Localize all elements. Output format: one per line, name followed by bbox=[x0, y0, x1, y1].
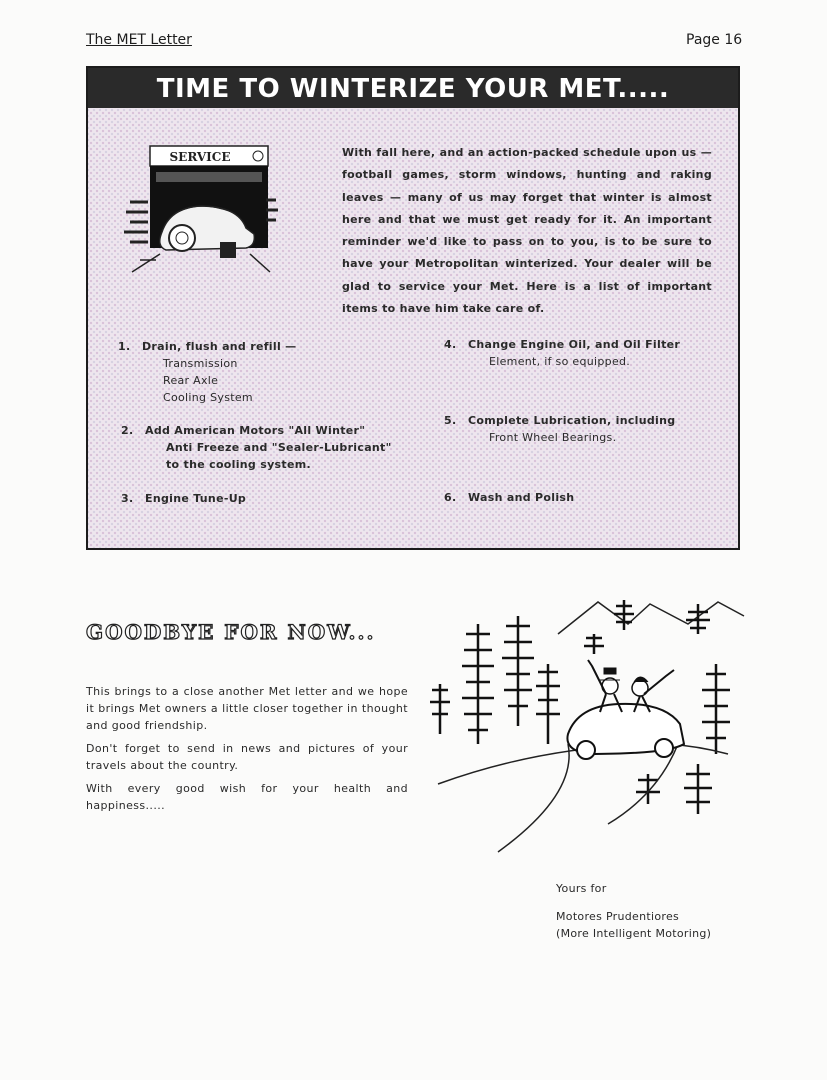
list-item: 4. Change Engine Oil, and Oil Filter Element, if so equipped. bbox=[444, 338, 681, 368]
winterize-section bbox=[86, 66, 740, 550]
goodbye-paragraph: This brings to a close another Met letter and we hope it brings Met owners a little closer together in thought and good friendship. bbox=[86, 685, 408, 732]
list-item: 2. Add American Motors "All Winter" Anti Freeze and "Sealer-Lubricant" to the cooling system. bbox=[121, 424, 392, 471]
service-sign-text: SERVICE bbox=[169, 150, 231, 164]
list-item: 1. Drain, flush and refill — Transmission Rear Axle Cooling System bbox=[118, 340, 297, 404]
header-title: The MET Letter bbox=[86, 32, 192, 48]
signoff-line: Yours for bbox=[556, 882, 607, 895]
service-garage-illustration bbox=[120, 142, 280, 277]
list-item: 3. Engine Tune-Up bbox=[121, 492, 247, 505]
goodbye-text bbox=[86, 683, 408, 820]
winter-drive-illustration bbox=[428, 594, 748, 854]
signoff-line: (More Intelligent Motoring) bbox=[556, 927, 712, 940]
winterize-banner: TIME TO WINTERIZE YOUR MET..... bbox=[88, 68, 738, 108]
signoff bbox=[556, 880, 711, 942]
goodbye-heading: GOODBYE FOR NOW... bbox=[86, 620, 376, 644]
list-item: 5. Complete Lubrication, including Front Wheel Bearings. bbox=[444, 414, 676, 444]
signoff-line: Motores Prudentiores bbox=[556, 910, 680, 923]
page-number: Page 16 bbox=[686, 32, 743, 48]
intro-paragraph: With fall here, and an action-packed schedule upon us — football games, storm windows, hunting and raking leaves — many of us may forget that winter is almost here and that we must get ready for it. An important reminder we'd like to pass on to you, is to be sure to have your Metropolitan winterized. Your dealer will be glad to service your Met. Here is a list of important items to have him take care of. bbox=[342, 146, 712, 316]
list-item: 6. Wash and Polish bbox=[444, 491, 575, 504]
goodbye-paragraph: Don't forget to send in news and pictures of your travels about the country. bbox=[86, 742, 408, 772]
goodbye-paragraph: With every good wish for your health and happiness..... bbox=[86, 782, 408, 812]
